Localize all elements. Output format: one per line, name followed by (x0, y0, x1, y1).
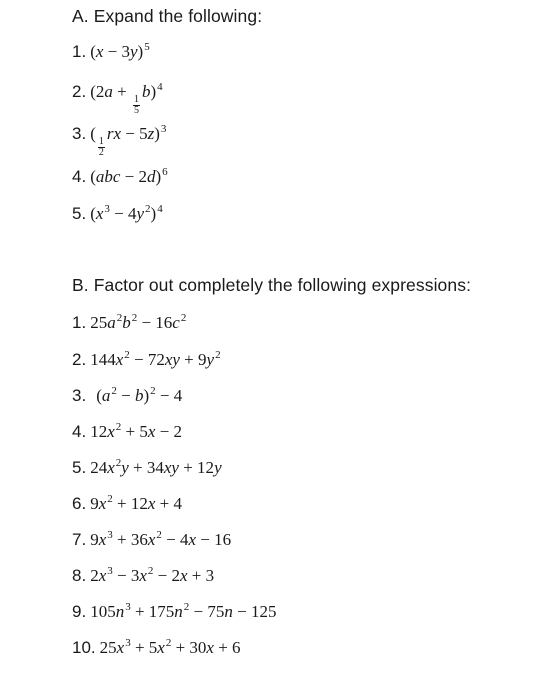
factor-item-2 (72, 350, 221, 370)
fraction: $\frac{1}{5}$ (133, 94, 139, 116)
expression: $105n^3 + 175n^2 - 75n - 125$ (90, 601, 277, 621)
factor-item-1 (72, 313, 186, 333)
item-number: 3. (72, 386, 87, 405)
expression: $144x^2 - 72xy + 9y^2$ (90, 349, 221, 369)
item-number: 2. (72, 82, 87, 101)
factor-item-10 (72, 638, 241, 658)
item-number: 1. (72, 313, 87, 332)
item-number: 4. (72, 167, 87, 186)
expression: $9x^3 + 36x^2 - 4x - 16$ (90, 529, 232, 549)
factor-item-9 (72, 602, 276, 622)
section-a-heading: A. Expand the following: (72, 6, 263, 26)
expression: $2x^3 - 3x^2 - 2x + 3$ (90, 565, 215, 585)
expand-item-2 (72, 82, 163, 116)
expression: $(x^3 - 4y^2)^4$ (90, 203, 163, 223)
item-number: 1. (72, 42, 87, 61)
fraction: $\frac{1}{2}$ (98, 136, 104, 158)
expression: $(a^2 - b)^2 - 4$ (96, 385, 183, 405)
factor-item-7 (72, 530, 231, 550)
item-number: 8. (72, 566, 87, 585)
expression: $(x - 3y)^5$ (90, 41, 150, 61)
section-b-heading: B. Factor out completely the following expressions: (72, 275, 472, 295)
expression: $9x^2 + 12x + 4$ (90, 493, 182, 513)
expression: $25x^3 + 5x^2 + 30x + 6$ (99, 637, 241, 657)
factor-item-5 (72, 458, 222, 478)
expand-item-5 (72, 204, 163, 224)
factor-item-3 (72, 386, 182, 406)
item-number: 6. (72, 494, 87, 513)
expand-item-4 (72, 167, 168, 187)
factor-item-8 (72, 566, 214, 586)
expression: $24x^2y + 34xy + 12y$ (90, 457, 222, 477)
factor-item-6 (72, 494, 182, 514)
expression: $25a^2b^2 - 16c^2$ (90, 312, 187, 332)
item-number: 10. (72, 638, 96, 657)
item-number: 5. (72, 204, 87, 223)
item-number: 7. (72, 530, 87, 549)
expand-item-3 (72, 124, 166, 158)
expand-item-1 (72, 42, 150, 62)
expression: (abc − 2d)$^6$ (90, 166, 168, 186)
item-number: 9. (72, 602, 87, 621)
item-number: 5. (72, 458, 87, 477)
expression: (2a + $\frac{1}{5}$ b)$^4$ (90, 81, 163, 116)
item-number: 4. (72, 422, 87, 441)
expression: $12x^2 + 5x - 2$ (90, 421, 182, 441)
item-number: 3. (72, 124, 87, 143)
factor-item-4 (72, 422, 182, 442)
item-number: 2. (72, 350, 87, 369)
expression: ( $\frac{1}{2}$ rx − 5z)$^3$ (90, 123, 167, 158)
